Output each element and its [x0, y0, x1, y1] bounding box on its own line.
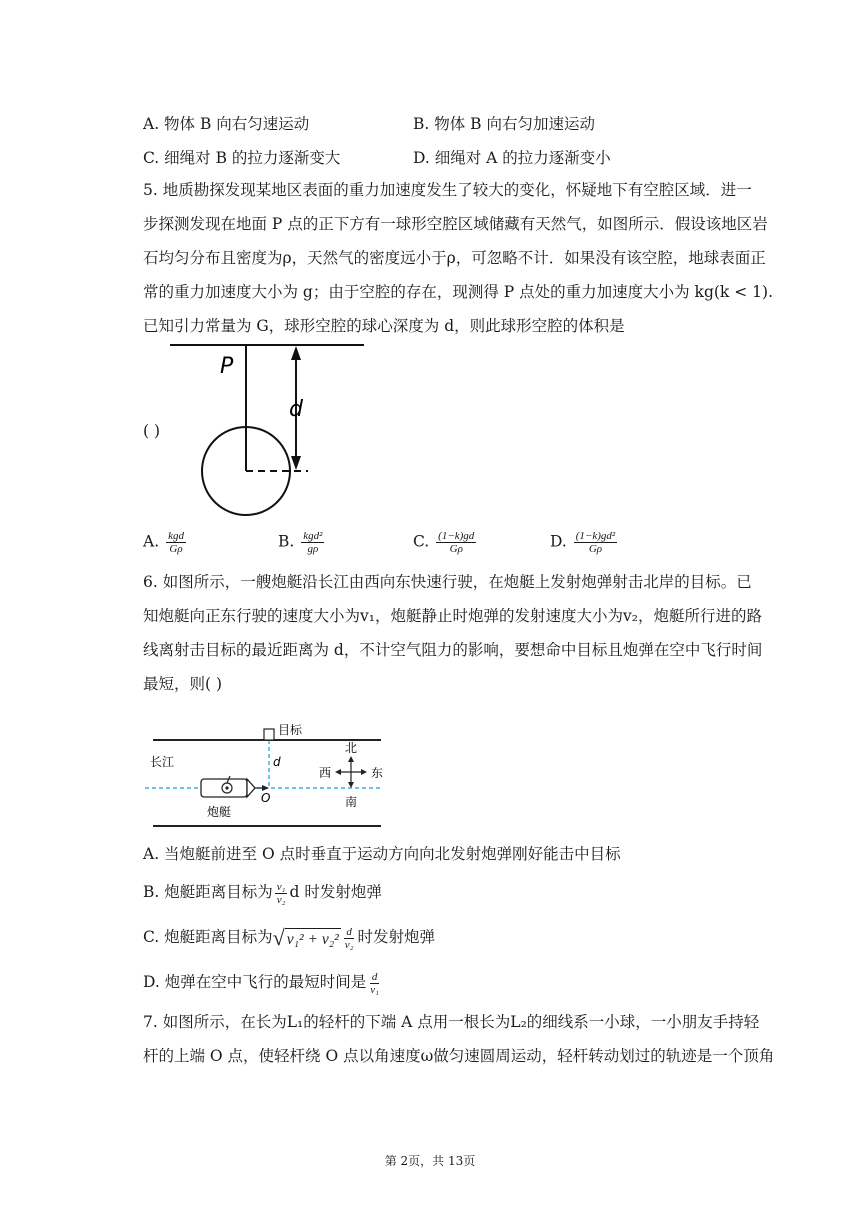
q5-option-d-fraction — [574, 530, 617, 555]
q6-option-b-post: d 时发射炮弹 — [289, 883, 382, 901]
q5-option-c-label: C. — [413, 532, 430, 551]
q4-option-b: B. 物体 B 向右匀加速运动 — [413, 115, 595, 133]
q5-option-c-fraction — [436, 530, 476, 555]
q5-answer-paren: ( ) — [143, 422, 161, 440]
q7-line-1: 7. 如图所示，在长为L₁的轻杆的下端 A 点用一根长为L₂的细线系一小球，一小朋友手持轻 — [143, 1013, 760, 1031]
q6-option-b-pre: B. 炮艇距离目标为 — [143, 883, 273, 901]
q5-option-d — [550, 530, 619, 555]
q5-option-c-num: (1−k)gd — [438, 530, 475, 542]
q5-option-b-den: gρ — [307, 543, 319, 555]
label-d: d — [289, 397, 303, 422]
depth-arrow-up — [291, 346, 301, 360]
label-boat: 炮艇 — [207, 805, 232, 819]
label-target: 目标 — [278, 723, 303, 737]
q5-line-1: 5. 地质勘探发现某地区表面的重力加速度发生了较大的变化，怀疑地下有空腔区域．进一 — [143, 181, 752, 199]
label-east: 东 — [371, 766, 384, 780]
q6-option-b-num: v₁ — [276, 880, 286, 893]
q6-option-d-fraction — [368, 971, 381, 996]
q6-option-d-num: d — [371, 970, 378, 983]
q5-option-d-num: (1−k)gd² — [575, 530, 616, 542]
label-south: 南 — [345, 795, 358, 809]
boat-icon — [201, 776, 255, 797]
q6-option-b-fraction — [275, 881, 288, 906]
q5-option-a-fraction — [166, 530, 186, 555]
q5-option-a-label: A. — [143, 532, 160, 551]
q6-line-1: 6. 如图所示，一艘炮艇沿长江由西向东快速行驶，在炮艇上发射炮弹射击北岸的目标。已 — [143, 573, 752, 591]
q5-option-b-num: kgd² — [303, 530, 323, 542]
q6-option-c-fraction — [343, 926, 356, 951]
q5-line-5: 已知引力常量为 G，球形空腔的球心深度为 d，则此球形空腔的体积是 — [143, 317, 625, 335]
q5-option-a — [143, 530, 188, 555]
q6-line-3: 线离射击目标的最近距离为 d，不计空气阻力的影响，要想命中目标且炮弹在空中飞行时间 — [143, 641, 763, 659]
q4-option-a: A. 物体 B 向右匀速运动 — [143, 115, 310, 133]
q5-line-3: 石均匀分布且密度为ρ，天然气的密度远小于ρ，可忽略不计．如果没有该空腔，地球表面正 — [143, 249, 766, 267]
q6-option-a: A. 当炮艇前进至 O 点时垂直于运动方向向北发射炮弹刚好能击中目标 — [143, 845, 621, 863]
q5-option-b — [278, 530, 326, 555]
label-west: 西 — [319, 766, 332, 780]
compass-icon — [335, 756, 367, 788]
q5-option-d-label: D. — [550, 532, 567, 551]
q6-option-b — [143, 880, 382, 906]
q6-option-c-radicand: v₁² + v₂² — [285, 928, 341, 949]
q6-option-c-sqrt — [273, 925, 341, 951]
q6-option-d-pre: D. 炮弹在空中飞行的最短时间是 — [143, 973, 367, 991]
q6-option-d — [143, 970, 383, 996]
q6-option-c-post: 时发射炮弹 — [357, 928, 436, 946]
q6-line-2: 知炮艇向正东行驶的速度大小为v₁，炮艇静止时炮弹的发射速度大小为v₂，炮艇所行进的路 — [143, 607, 762, 625]
q5-line-4: 常的重力加速度大小为 g；由于空腔的存在，现测得 P 点处的重力加速度大小为 kg(k < 1). — [143, 283, 773, 301]
cavity-diagram — [168, 338, 368, 524]
q5-option-a-num: kgd — [168, 530, 184, 542]
q6-option-d-den: v₁ — [370, 983, 379, 996]
depth-arrow-down — [291, 456, 301, 470]
q6-option-c-pre: C. 炮艇距离目标为 — [143, 928, 273, 946]
sqrt-icon: √ — [272, 925, 285, 950]
q6-option-b-den: v₂ — [276, 893, 286, 906]
q6-option-c-den: v₂ — [344, 938, 354, 951]
page-footer: 第 2页，共 13页 — [384, 1154, 476, 1168]
q5-option-a-den: Gρ — [169, 543, 183, 555]
q5-line-2: 步探测发现在地面 P 点的正下方有一球形空腔区域储藏有天然气，如图所示．假设该地区岩 — [143, 215, 768, 233]
q6-option-c-num: d — [346, 925, 352, 938]
q4-option-c: C. 细绳对 B 的拉力逐渐变大 — [143, 149, 341, 167]
q5-option-c — [413, 530, 478, 555]
q6-option-c — [143, 925, 435, 951]
river-diagram — [145, 716, 385, 832]
q5-option-c-den: Gρ — [449, 543, 463, 555]
q6-line-4: 最短，则( ) — [143, 675, 223, 693]
target-icon — [264, 729, 274, 740]
q5-option-d-den: Gρ — [588, 543, 603, 555]
label-north: 北 — [345, 741, 358, 755]
q5-option-b-fraction — [301, 530, 324, 555]
label-p: P — [220, 354, 234, 379]
label-o: O — [261, 791, 271, 805]
label-river: 长江 — [150, 755, 175, 769]
q7-line-2: 杆的上端 O 点，使轻杆绕 O 点以角速度ω做匀速圆周运动，轻杆转动划过的轨迹是一个顶角 — [143, 1047, 775, 1065]
q5-option-b-label: B. — [278, 532, 295, 551]
q4-option-d: D. 细绳对 A 的拉力逐渐变小 — [413, 149, 611, 167]
label-d: d — [273, 755, 281, 769]
